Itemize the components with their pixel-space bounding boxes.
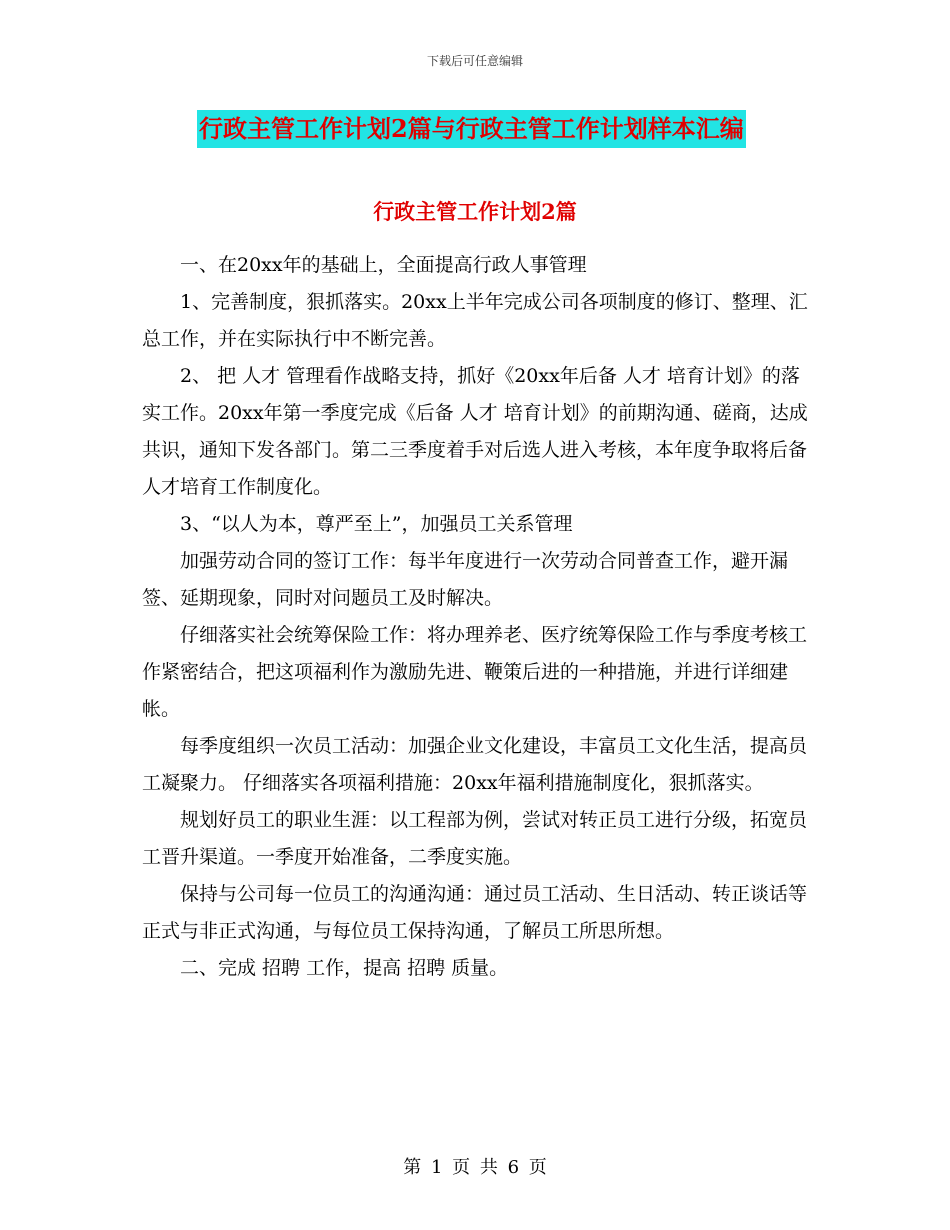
document-body xyxy=(142,247,810,987)
paragraph: 规划好员工的职业生涯：以工程部为例，尝试对转正员工进行分级，拓宽员工晋升渠道。一季度开始准备，二季度实施。 xyxy=(142,809,808,868)
paragraph: 二、完成 招聘 工作，提高 招聘 质量。 xyxy=(180,957,509,979)
paragraph: 一、在20xx年的基础上，全面提高行政人事管理 xyxy=(180,254,587,276)
paragraph: 每季度组织一次员工活动：加强企业文化建设，丰富员工文化生活，提高员工凝聚力。 仔细落实各项福利措施：20xx年福利措施制度化，狠抓落实。 xyxy=(142,735,808,794)
document-title: 行政主管工作计划2篇与行政主管工作计划样本汇编 xyxy=(197,110,746,148)
document-subtitle: 行政主管工作计划2篇 xyxy=(373,199,577,224)
page-number: 第 1 页 共 6 页 xyxy=(403,1157,547,1178)
paragraph: 2、 把 人才 管理看作战略支持，抓好《20xx年后备 人才 培育计划》的落实工作。20xx年第一季度完成《后备 人才 培育计划》的前期沟通、磋商，达成共识，通知下发各部门。第二三季度着手对后选人进入考核，本年度争取将后备人才培育工作制度化。 xyxy=(142,365,808,498)
paragraph: 加强劳动合同的签订工作：每半年度进行一次劳动合同普查工作，避开漏签、延期现象，同时对问题员工及时解决。 xyxy=(142,550,789,609)
header-note: 下载后可任意编辑 xyxy=(426,54,523,68)
paragraph: 仔细落实社会统筹保险工作：将办理养老、医疗统筹保险工作与季度考核工作紧密结合，把这项福利作为激励先进、鞭策后进的一种措施，并进行详细建帐。 xyxy=(142,624,808,720)
paragraph: 保持与公司每一位员工的沟通沟通：通过员工活动、生日活动、转正谈话等正式与非正式沟通，与每位员工保持沟通，了解员工所思所想。 xyxy=(142,883,808,942)
paragraph: 1、完善制度，狠抓落实。20xx上半年完成公司各项制度的修订、整理、汇总工作，并在实际执行中不断完善。 xyxy=(142,291,808,350)
paragraph: 3、“以人为本，尊严至上”，加强员工关系管理 xyxy=(180,513,573,535)
